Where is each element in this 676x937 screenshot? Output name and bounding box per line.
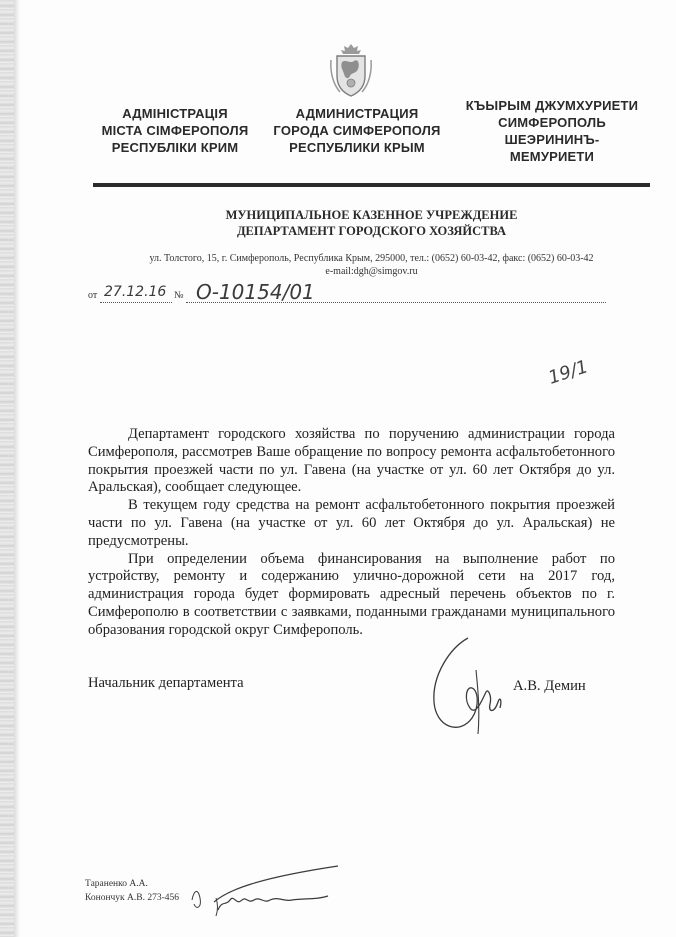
number-label: № xyxy=(174,290,184,301)
handwritten-signature xyxy=(420,630,520,740)
header-russian-line: ГОРОДА СИМФЕРОПОЛЯ xyxy=(273,123,441,138)
address-line: ул. Толстого, 15, г. Симферополь, Республика Крым, 295000, тел.: (0652) 60-03-42, факс: (0652) 60-03-42 xyxy=(149,253,594,264)
body-paragraph: Департамент городского хозяйства по поручению администрации города Симферополя, рассмотрев Ваше обращение по вопросу ремонта асфальтобетонного покрытия проезжей части по ул. Гавена (на участке от ул. 60 лет Октября до ул. Аральская), сообщает следующее. xyxy=(88,426,615,496)
header-russian-line: АДМИНИСТРАЦИЯ xyxy=(295,106,419,121)
header-ukrainian xyxy=(100,105,250,156)
organization-line-1: МУНИЦИПАЛЬНОЕ КАЗЕННОЕ УЧРЕЖДЕНИЕ xyxy=(225,208,518,222)
email-line: e-mail:dgh@simgov.ru xyxy=(325,266,418,277)
header-ukrainian-line: АДМІНІСТРАЦІЯ xyxy=(122,106,228,121)
handwritten-margin-note: 19/1 xyxy=(545,356,591,389)
organization-line-2: ДЕПАРТАМЕНТ ГОРОДСКОГО ХОЗЯЙСТВА xyxy=(236,224,507,238)
header-divider xyxy=(93,183,650,187)
body-paragraph: В текущем году средства на ремонт асфальтобетонного покрытия проезжей части по ул. Гавена (на участке от ул. 60 лет Октября до ул. Аральская) не предусмотрены. xyxy=(88,497,615,549)
header-crimean-tatar-line: СИМФЕРОПОЛЬ xyxy=(498,115,606,130)
executor-line: Конончук А.В. 273-456 xyxy=(85,893,180,903)
scan-artifact xyxy=(0,0,14,937)
reference-line xyxy=(88,280,608,304)
handwritten-date: 27.12.16 xyxy=(104,284,167,300)
coat-of-arms-icon xyxy=(328,42,374,98)
scan-shadow xyxy=(14,0,20,937)
header-crimean-tatar-line: МЕМУРИЕТИ xyxy=(509,149,595,164)
executor-info xyxy=(85,877,179,905)
header-ukrainian-line: МІСТА СІМФЕРОПОЛЯ xyxy=(101,123,249,138)
from-label: от xyxy=(88,290,98,301)
handwritten-number: О-10154/01 xyxy=(196,280,315,304)
signatory-name: А.В. Демин xyxy=(513,678,586,694)
body-paragraph: При определении объема финансирования на выполнение работ по устройству, ремонту и содержанию улично-дорожной сети на 2017 год, администрация города будет формировать адресный перечень объектов по г. Симферополю в соответствии с заявками, поданными гражданами муниципального образования городской округ Симферополь. xyxy=(88,550,615,638)
header-russian-line: РЕСПУБЛИКИ КРЫМ xyxy=(289,140,425,155)
header-crimean-tatar-line: КЪЫРЫМ ДЖУМХУРИЕТИ xyxy=(465,98,639,113)
handwritten-initials xyxy=(188,860,348,920)
header-ukrainian-line: РЕСПУБЛІКИ КРИМ xyxy=(111,140,239,155)
organization-address xyxy=(93,252,650,278)
header-russian xyxy=(262,105,452,156)
header-crimean-tatar xyxy=(452,97,652,165)
date-underline xyxy=(100,302,172,303)
letter-body xyxy=(88,426,615,640)
header-crimean-tatar-line: ШЕЭРИНИНЪ- xyxy=(504,132,600,147)
signatory-title: Начальник департамента xyxy=(88,675,244,691)
executor-line: Тараненко А.А. xyxy=(85,879,148,889)
organization-name xyxy=(93,207,650,239)
